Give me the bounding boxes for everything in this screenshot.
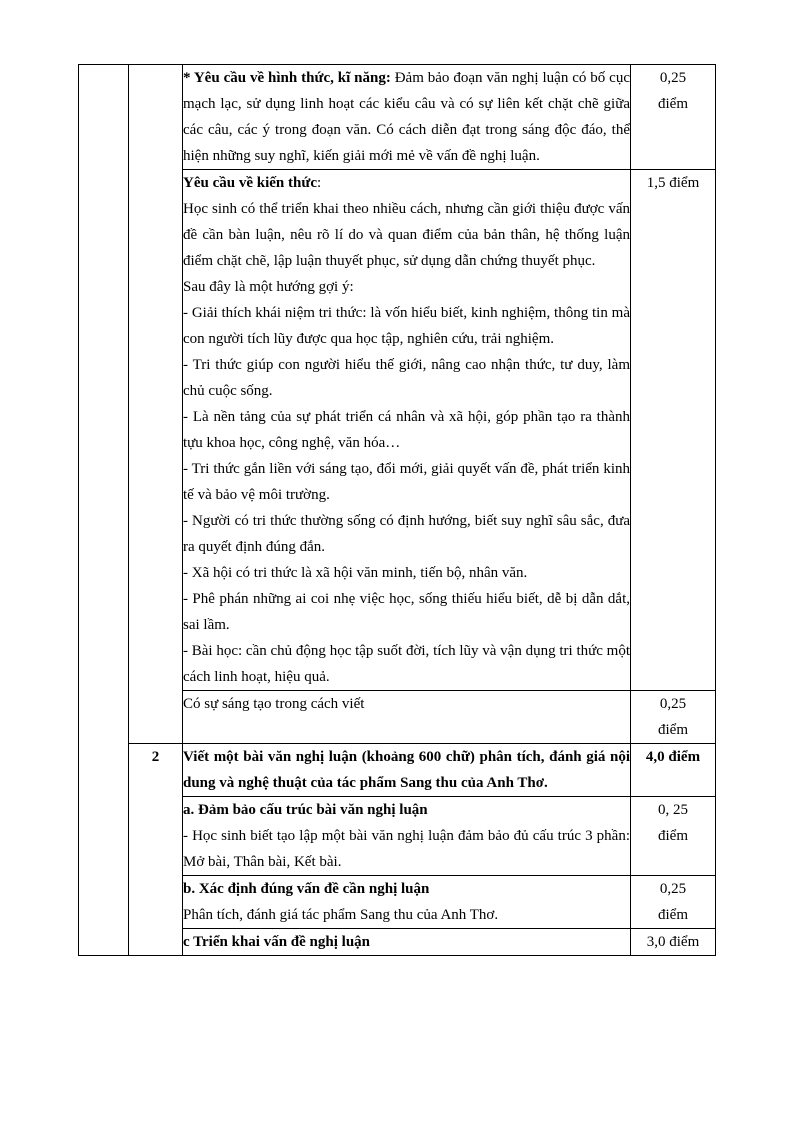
heading-kien-thuc-bold: Yêu cầu về kiến thức — [183, 175, 317, 191]
paragraph-kt-8: - Phê phán những ai coi nhẹ việc học, sống thiếu hiểu biết, dễ bị dẫn dắt, sai lầm. — [183, 591, 630, 633]
paragraph-trien-khai: c Triển khai vấn đề nghị luận — [183, 934, 371, 950]
cell-content-hinh-thuc — [183, 65, 631, 170]
paragraph-kt-1: Sau đây là một hướng gợi ý: — [183, 279, 354, 295]
heading-kien-thuc-tail: : — [317, 175, 322, 191]
table-row — [79, 744, 716, 797]
heading-xac-dinh: b. Xác định đúng vấn đề cần nghị luận — [183, 881, 430, 897]
paragraph-sang-tao: Có sự sáng tạo trong cách viết — [183, 696, 365, 712]
cell-content-kien-thuc — [183, 170, 631, 691]
lead-rest-hinh-thuc: Đảm bảo đoạn văn nghị luận có bố cục mạch lạc, sử dụng linh hoạt các kiểu câu và có sự liên kết chặt chẽ giữa các câu, các ý trong đoạn văn. Có cách diễn đạt trong sáng độc đáo, thể hiện những suy nghĩ, kiến giải mới mẻ về vấn đề nghị luận. — [183, 70, 630, 164]
cell-content-sang-tao — [183, 691, 631, 744]
paragraph-kt-0: Học sinh có thể triển khai theo nhiều cách, nhưng cần giới thiệu được vấn đề cần bàn luận, nêu rõ lí do và quan điểm của bản thân, hệ thống luận điểm chặt chẽ, lập luận thuyết phục, sử dụng dẫn chứng thuyết phục. — [183, 201, 630, 269]
cell-points-kien-thuc — [631, 170, 716, 691]
points-line-2: điểm — [658, 96, 688, 112]
paragraph-kt-3: - Tri thức giúp con người hiểu thế giới, nâng cao nhận thức, tư duy, làm chủ cuộc sống. — [183, 357, 630, 399]
points-line-2: điểm — [658, 907, 688, 923]
paragraph-hinh-thuc — [183, 65, 630, 169]
answer-key-table — [78, 64, 716, 956]
paragraph-cau-2: Viết một bài văn nghị luận (khoảng 600 chữ) phân tích, đánh giá nội dung và nghệ thuật của tác phẩm Sang thu của Anh Thơ. — [183, 749, 630, 791]
cell-content-trien-khai — [183, 929, 631, 956]
spacer — [183, 717, 630, 743]
heading-cau-truc: a. Đảm bảo cấu trúc bài văn nghị luận — [183, 802, 428, 818]
points-line-2: điểm — [658, 828, 688, 844]
cell-content-cau-2 — [183, 744, 631, 797]
points-line-2: điểm — [658, 722, 688, 738]
paragraph-kt-2: - Giải thích khái niệm tri thức: là vốn hiểu biết, kinh nghiệm, thông tin mà con người tích lũy được qua học tập, nghiên cứu, trải nghiệm. — [183, 305, 630, 347]
paragraph-xac-dinh: Phân tích, đánh giá tác phẩm Sang thu của Anh Thơ. — [183, 907, 499, 923]
paragraph-cau-truc: - Học sinh biết tạo lập một bài văn nghị luận đảm bảo đủ cấu trúc 3 phần: Mở bài, Thân bài, Kết bài. — [183, 828, 630, 870]
cell-points-trien-khai — [631, 929, 716, 956]
points-line-1: 0,25 — [659, 696, 687, 712]
points-line-1: 0, 25 — [658, 802, 688, 818]
cell-points-cau-truc — [631, 797, 716, 876]
cell-question-number-2: 2 — [129, 744, 183, 956]
cell-section-blank — [79, 65, 129, 956]
lead-bold-hinh-thuc: * Yêu cầu về hình thức, kĩ năng: — [183, 70, 391, 86]
paragraph-kt-6: - Người có tri thức thường sống có định hướng, biết suy nghĩ sâu sắc, đưa ra quyết định đúng đắn. — [183, 513, 630, 555]
table-row — [79, 65, 716, 170]
cell-question-number-blank — [129, 65, 183, 744]
points-line-1: 0,25 — [659, 881, 687, 897]
paragraph-kt-7: - Xã hội có tri thức là xã hội văn minh, tiến bộ, nhân văn. — [183, 565, 528, 581]
points-value: 4,0 điểm — [645, 749, 701, 765]
cell-content-cau-truc — [183, 797, 631, 876]
cell-points-hinh-thuc — [631, 65, 716, 170]
paragraph-kt-4: - Là nền tảng của sự phát triển cá nhân và xã hội, góp phần tạo ra thành tựu khoa học, công nghệ, văn hóa… — [183, 409, 630, 451]
cell-content-xac-dinh — [183, 876, 631, 929]
cell-points-xac-dinh — [631, 876, 716, 929]
heading-kien-thuc — [183, 170, 630, 196]
points-value: 1,5 điểm — [646, 175, 700, 191]
cell-points-cau-2 — [631, 744, 716, 797]
paragraph-kt-5: - Tri thức gắn liền với sáng tạo, đổi mới, giải quyết vấn đề, phát triển kinh tế và bảo vệ môi trường. — [183, 461, 630, 503]
points-line-1: 0,25 — [659, 70, 687, 86]
paragraph-kt-9: - Bài học: cần chủ động học tập suốt đời, tích lũy và vận dụng tri thức một cách linh hoạt, hiệu quả. — [183, 643, 630, 685]
points-value: 3,0 điểm — [646, 934, 700, 950]
cell-points-sang-tao — [631, 691, 716, 744]
